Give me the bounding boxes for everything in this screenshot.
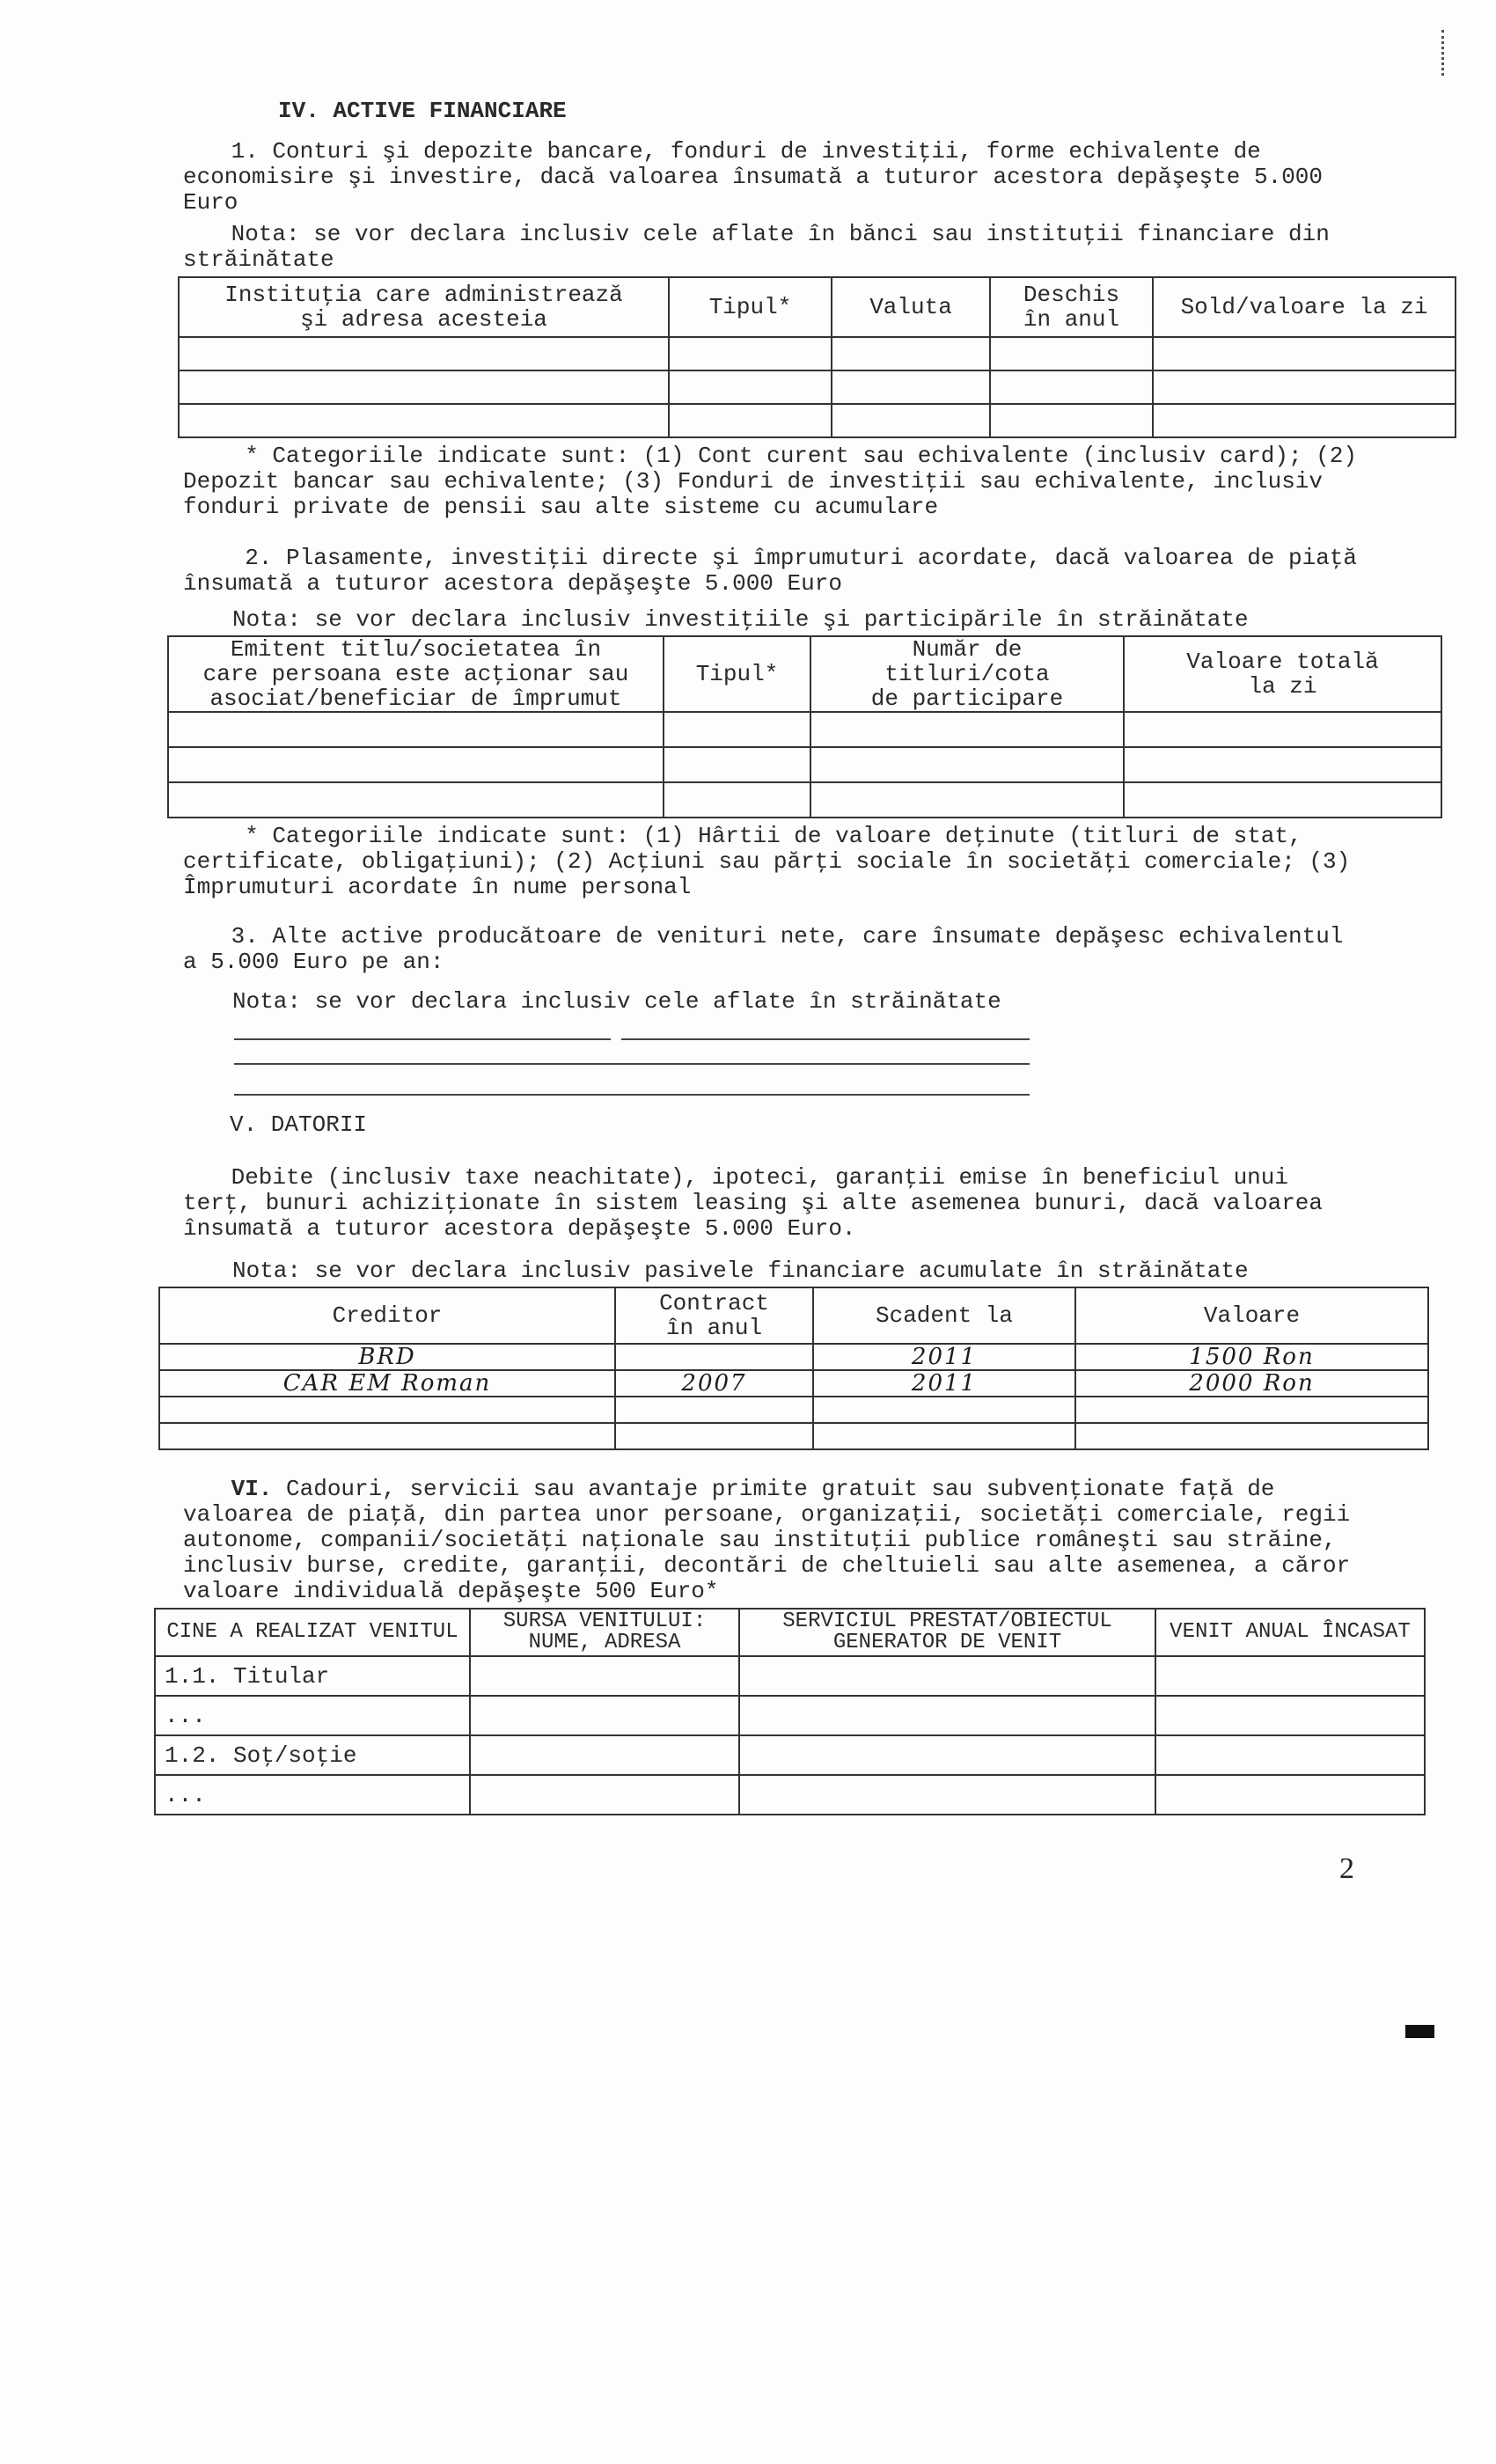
table-cell xyxy=(664,712,810,747)
header-label: Valoare totală la zi xyxy=(1186,649,1379,700)
table-cell xyxy=(179,337,669,370)
table-cell xyxy=(615,1397,813,1423)
placements-footnote: * Categoriile indicate sunt: (1) Hârtii de valoare deţinute (titluri de stat, certificate, obligaţiuni); (2) Acţiuni sau părţi sociale în societăţi comerciale; (3) Împrumuturi acordate în nume personal xyxy=(183,823,1351,900)
placements-table xyxy=(167,635,1442,818)
debts-note: Nota: se vor declara inclusiv pasivele financiare acumulate în străinătate xyxy=(232,1258,1249,1284)
table-cell xyxy=(159,1423,615,1449)
header-income xyxy=(1155,1609,1425,1656)
header-service xyxy=(739,1609,1155,1656)
table-row xyxy=(159,1344,1428,1370)
handwritten-due-year: 2011 xyxy=(813,1370,1075,1397)
table-cell xyxy=(669,337,832,370)
table-cell xyxy=(1155,1775,1425,1815)
handwritten-creditor: BRD xyxy=(159,1344,615,1370)
table-row xyxy=(168,712,1441,747)
table-cell xyxy=(168,782,664,818)
table-cell xyxy=(832,404,990,437)
row-label: 1.1. Titular xyxy=(155,1656,470,1696)
header-type xyxy=(669,277,832,337)
header-earner xyxy=(155,1609,470,1656)
table-row xyxy=(155,1775,1425,1815)
header-label: VENIT ANUAL ÎNCASAT xyxy=(1170,1620,1411,1644)
table-header-row xyxy=(168,636,1441,712)
margin-scan-marks xyxy=(1441,30,1448,76)
table-row xyxy=(159,1423,1428,1449)
header-type xyxy=(664,636,810,712)
accounts-table xyxy=(178,276,1456,438)
header-label: Deschis în anul xyxy=(1023,282,1120,333)
table-cell xyxy=(739,1656,1155,1696)
blank-fill-line xyxy=(621,1038,1030,1040)
table-row xyxy=(155,1696,1425,1735)
table-cell xyxy=(470,1735,739,1775)
header-label: Creditor xyxy=(332,1302,443,1329)
table-header-row xyxy=(179,277,1456,337)
table-cell xyxy=(813,1423,1075,1449)
header-label: SURSA VENITULUI: NUME, ADRESA xyxy=(502,1610,707,1654)
table-cell xyxy=(813,1397,1075,1423)
header-currency xyxy=(832,277,990,337)
table-cell xyxy=(1124,782,1441,818)
row-label: ... xyxy=(155,1775,470,1815)
header-value xyxy=(1075,1287,1428,1344)
table-cell xyxy=(470,1696,739,1735)
header-label: CINE A REALIZAT VENITUL xyxy=(166,1620,458,1644)
debts-table xyxy=(158,1287,1429,1450)
row-label: 1.2. Soţ/soţie xyxy=(155,1735,470,1775)
handwritten-value: 2000 Ron xyxy=(1075,1370,1428,1397)
table-cell xyxy=(669,404,832,437)
header-shares xyxy=(810,636,1124,712)
header-label: Tipul* xyxy=(695,661,779,687)
table-cell xyxy=(810,782,1124,818)
header-label: Tipul* xyxy=(708,294,792,320)
table-cell xyxy=(664,747,810,782)
table-cell xyxy=(159,1397,615,1423)
table-row xyxy=(159,1370,1428,1397)
table-cell xyxy=(179,370,669,404)
debts-paragraph: Debite (inclusiv taxe neachitate), ipoteci, garanţii emise în beneficiul unui terţ, bunuri achiziţionate în sistem leasing şi alte asemenea bunuri, dacă valoarea însumată a tuturor acestora depăşeşte 5.000 Euro. xyxy=(183,1164,1324,1242)
accounts-footnote: * Categoriile indicate sunt: (1) Cont curent sau echivalente (inclusiv card); (2) Depozit bancar sau echivalente; (3) Fonduri de investiţii sau echivalente, inclusiv fonduri private de pensii sau alte sisteme cu acumulare xyxy=(183,443,1358,520)
header-label: Emitent titlu/societatea în care persoana este acţionar sau asociat/beneficiar de împrumut xyxy=(202,636,629,712)
table-cell xyxy=(990,404,1153,437)
table-row xyxy=(179,337,1456,370)
handwritten-contract-year: 2007 xyxy=(615,1370,813,1397)
header-source xyxy=(470,1609,739,1656)
table-cell xyxy=(832,337,990,370)
accounts-note: Nota: se vor declara inclusiv cele aflate în bănci sau instituţii financiare din străinătate xyxy=(183,221,1330,273)
header-creditor xyxy=(159,1287,615,1344)
header-issuer xyxy=(168,636,664,712)
section-vi-label: VI. xyxy=(231,1476,273,1502)
table-cell xyxy=(810,712,1124,747)
table-cell xyxy=(664,782,810,818)
header-label: SERVICIUL PRESTAT/OBIECTUL GENERATOR DE VENIT xyxy=(782,1610,1112,1654)
table-cell xyxy=(1155,1735,1425,1775)
table-header-row xyxy=(159,1287,1428,1344)
table-cell xyxy=(990,370,1153,404)
table-cell xyxy=(1075,1423,1428,1449)
section-iv-title: IV. ACTIVE FINANCIARE xyxy=(278,98,567,124)
other-assets-paragraph: 3. Alte active producătoare de venituri nete, care însumate depăşesc echivalentul a 5.000 Euro pe an: xyxy=(183,923,1344,975)
other-assets-note: Nota: se vor declara inclusiv cele aflate în străinătate xyxy=(232,988,1001,1015)
accounts-paragraph: 1. Conturi şi depozite bancare, fonduri de investiţii, forme echivalente de economisire şi investire, dacă valoarea însumată a tuturor acestora depăşeşte 5.000 Euro xyxy=(183,138,1324,216)
table-cell xyxy=(168,712,664,747)
table-header-row xyxy=(155,1609,1425,1656)
table-cell xyxy=(810,747,1124,782)
header-label: Instituţia care administrează şi adresa acesteia xyxy=(224,282,623,333)
blank-fill-line xyxy=(234,1094,1030,1096)
header-label: Valoare xyxy=(1203,1302,1301,1329)
table-row xyxy=(159,1397,1428,1423)
table-cell xyxy=(615,1423,813,1449)
header-due xyxy=(813,1287,1075,1344)
table-cell xyxy=(739,1775,1155,1815)
table-cell xyxy=(1124,747,1441,782)
section-v-title: V. DATORII xyxy=(230,1111,368,1138)
gifts-table xyxy=(154,1608,1426,1815)
table-cell xyxy=(1155,1656,1425,1696)
table-row xyxy=(179,404,1456,437)
header-opened xyxy=(990,277,1153,337)
table-row xyxy=(179,370,1456,404)
placements-note: Nota: se vor declara inclusiv investiţiile şi participările în străinătate xyxy=(232,606,1249,633)
header-label: Contract în anul xyxy=(659,1290,769,1341)
table-cell xyxy=(669,370,832,404)
table-cell xyxy=(1075,1397,1428,1423)
table-row xyxy=(168,782,1441,818)
blank-fill-line xyxy=(234,1063,1030,1065)
handwritten-contract-year xyxy=(615,1344,813,1370)
table-cell xyxy=(1153,370,1456,404)
header-institution xyxy=(179,277,669,337)
header-label: Scadent la xyxy=(875,1302,1014,1329)
table-cell xyxy=(1155,1696,1425,1735)
table-row xyxy=(155,1656,1425,1696)
header-label: Valuta xyxy=(869,294,952,320)
table-row xyxy=(168,747,1441,782)
gifts-text: Cadouri, servicii sau avantaje primite gratuit sau subvenţionate faţă de valoarea de piaţă, din partea unor persoane, organizaţii, societăţi comerciale, regii autonome, companii/societăţi naţionale sau instituţii publice româneşti sau străine, inclusiv burse, credite, garanţii, decontări de cheltuieli sau alte asemenea, a căror valoare individuală depăşeşte 500 Euro* xyxy=(183,1476,1351,1604)
gifts-paragraph xyxy=(183,1477,1364,1604)
header-label: Număr de titluri/cota de participare xyxy=(870,636,1064,712)
table-cell xyxy=(168,747,664,782)
table-cell xyxy=(470,1775,739,1815)
header-total-value xyxy=(1124,636,1441,712)
header-balance xyxy=(1153,277,1456,337)
table-cell xyxy=(470,1656,739,1696)
table-cell xyxy=(832,370,990,404)
row-label: ... xyxy=(155,1696,470,1735)
handwritten-creditor: CAR EM Roman xyxy=(159,1370,615,1397)
scan-mark xyxy=(1405,2025,1434,2038)
table-cell xyxy=(990,337,1153,370)
page-number: 2 xyxy=(1339,1852,1354,1885)
table-cell xyxy=(1153,404,1456,437)
blank-fill-line xyxy=(234,1038,611,1040)
handwritten-due-year: 2011 xyxy=(813,1344,1075,1370)
table-cell xyxy=(179,404,669,437)
table-cell xyxy=(739,1696,1155,1735)
header-label: Sold/valoare la zi xyxy=(1180,294,1428,320)
table-row xyxy=(155,1735,1425,1775)
placements-paragraph: 2. Plasamente, investiţii directe şi împrumuturi acordate, dacă valoarea de piaţă însumată a tuturor acestora depăşeşte 5.000 Euro xyxy=(183,545,1358,597)
header-contract-year xyxy=(615,1287,813,1344)
table-cell xyxy=(739,1735,1155,1775)
handwritten-value: 1500 Ron xyxy=(1075,1344,1428,1370)
table-cell xyxy=(1153,337,1456,370)
table-cell xyxy=(1124,712,1441,747)
